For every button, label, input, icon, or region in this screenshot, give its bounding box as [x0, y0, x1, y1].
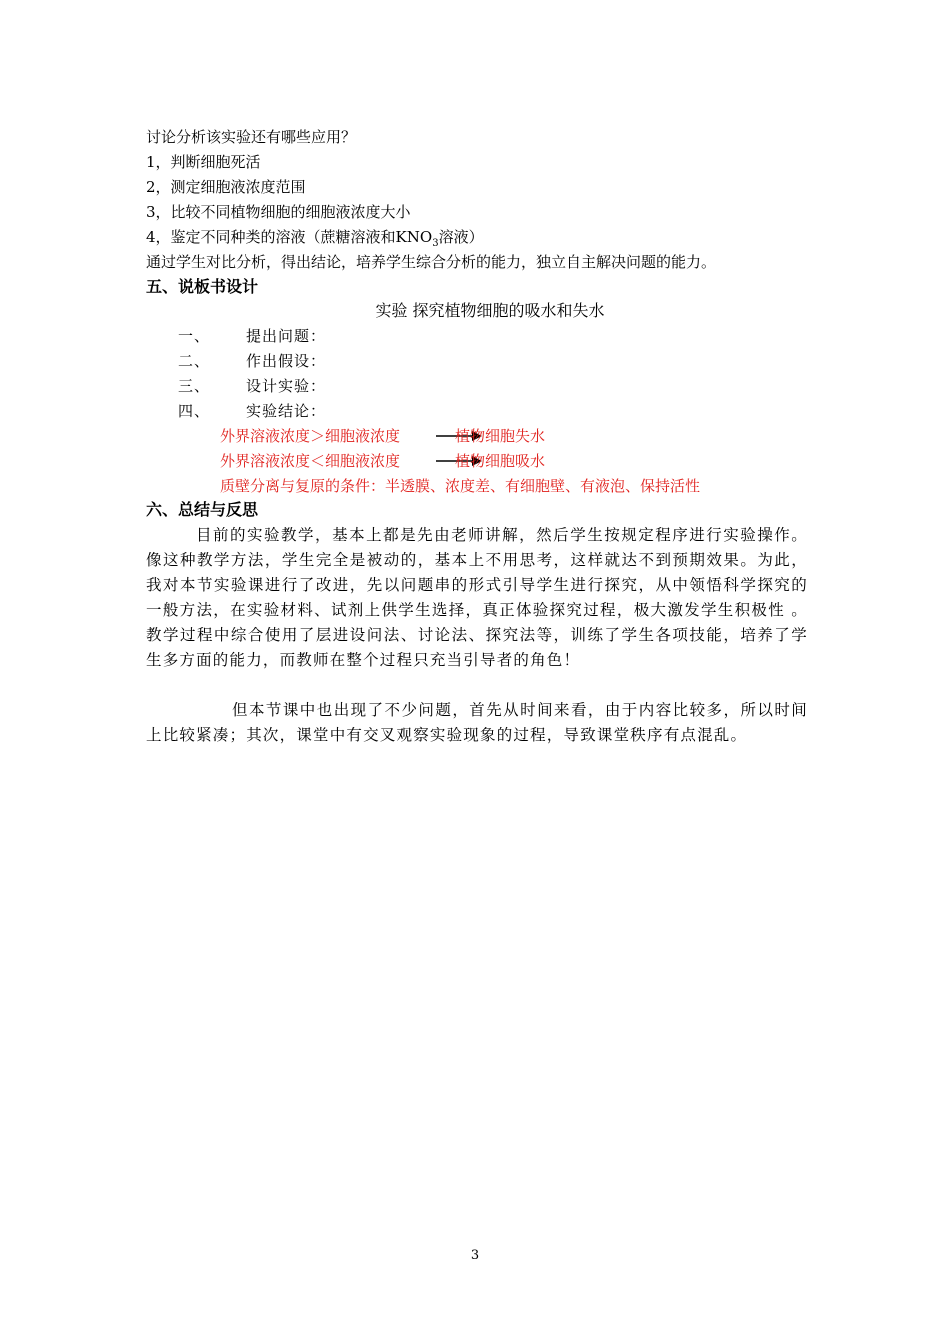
- step-1-text: 提出问题：: [246, 327, 327, 345]
- step-4-num: 四、: [178, 402, 211, 420]
- step-4-text: 实验结论：: [246, 402, 327, 420]
- plasmolysis-conditions: 质壁分离与复原的条件：半透膜、浓度差、有细胞壁、有液泡、保持活性: [220, 477, 701, 495]
- item4-prefix: 4，鉴定不同种类的溶液（蔗糖溶液和KNO: [146, 228, 433, 246]
- step-2-num: 二、: [178, 352, 211, 370]
- item4-suffix: 溶液）: [438, 228, 484, 246]
- step-1-num: 一、: [178, 327, 211, 345]
- discussion-question: 讨论分析该实验还有哪些应用？: [146, 128, 357, 146]
- section5-heading: 五、说板书设计: [146, 277, 259, 296]
- application-item-3: 3，比较不同植物细胞的细胞液浓度大小: [146, 203, 411, 221]
- reflection-paragraph-2: 但本节课中也出现了不少问题，首先从时间来看，由于内容比较多，所以时间上比较紧凑；其次，课堂中有交叉观察实验现象的过程，导致课堂秩序有点混乱。: [146, 701, 808, 744]
- discussion-conclusion: 通过学生对比分析，得出结论，培养学生综合分析的能力，独立自主解决问题的能力。: [146, 253, 717, 271]
- conclusion-2-condition: 外界溶液浓度＜细胞液浓度: [220, 452, 401, 470]
- application-item-2: 2，测定细胞液浓度范围: [146, 178, 306, 196]
- reflection-paragraph-1: 目前的实验教学，基本上都是先由老师讲解，然后学生按规定程序进行实验操作。像这种教学方法，学生完全是被动的，基本上不用思考，这样就达不到预期效果。为此，我对本节实验课进行了改进，先以问题串的形式引导学生进行探究，从中领悟科学探究的一般方法，在实验材料、试剂上供学生选择，真正体验探究过程，极大激发学生积极性 。教学过程中综合使用了层进设问法、讨论法、探究法等，训练了学生各项技能，培养了学生多方面的能力，而教师在整个过程只充当引导者的角色！: [146, 526, 808, 669]
- page-number: 3: [470, 1248, 480, 1263]
- board-title: 实验 探究植物细胞的吸水和失水: [375, 301, 605, 320]
- step-2-text: 作出假设：: [246, 352, 327, 370]
- item4-subscript: 3: [432, 238, 439, 249]
- conclusion-1-result: 植物细胞失水: [455, 427, 546, 445]
- conclusion-1-condition: 外界溶液浓度＞细胞液浓度: [220, 427, 401, 445]
- section6-heading: 六、总结与反思: [146, 500, 259, 519]
- step-3-num: 三、: [178, 377, 211, 395]
- application-item-1: 1，判断细胞死活: [146, 153, 261, 171]
- conclusion-2-result: 植物细胞吸水: [455, 452, 546, 470]
- step-3-text: 设计实验：: [246, 377, 327, 395]
